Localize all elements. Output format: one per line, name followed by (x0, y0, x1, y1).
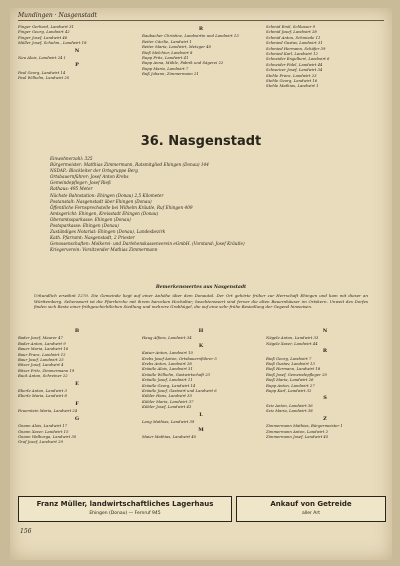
directory-entry: Rupp Anton, Landwirt 27 (266, 382, 315, 388)
directory-entry: Seiz Maria, Landwirt 38 (266, 408, 313, 414)
directory-entry: Kräutle Georg, Landwirt 14 (142, 382, 196, 388)
directory-entry: Kübler Maria, Landwirt 37 (142, 398, 194, 404)
directory-entry: Graf Josef, Landwirt 29 (18, 439, 63, 445)
directory-entry: Schmid Anton, Schmiede 11 (266, 34, 321, 40)
directory-entry: Maier Mathias, Landwirt 40 (142, 433, 197, 439)
ad-left-sub: Ehingen (Donau) — Fernruf 945 (89, 511, 161, 516)
directory-entry: Neu Alois, Landwirt 24 I (18, 55, 66, 61)
section-letter: E (75, 380, 79, 387)
directory-entry: Kräutle Wilhelm, Gastwirtschaft 23 (142, 371, 211, 377)
directory-entry: Rupp Fritz, Landwirt 41 (142, 55, 189, 61)
directory-entry: Schmied Karl, Landwirt 12 (266, 51, 318, 57)
section-letter: M (198, 426, 204, 433)
directory-entry: Kübler Josef, Landwirt 43 (142, 404, 192, 410)
section-letter: F (75, 400, 79, 407)
directory-entry: Paul Wilhelm, Landwirt 20 (18, 75, 70, 81)
directory-entry: Stehle Franz, Landwirt 23 (266, 72, 317, 78)
fact-line: Nächste Bahnstation: Ehingen (Donau) 2,5 Kilometer (50, 192, 164, 198)
fact-line: Zuständiges Notariat: Ehingen (Donau), Landesbezirk (50, 229, 166, 235)
directory-entry: Paul Georg, Landwirt 14 (18, 69, 66, 75)
directory-entry: Raubacher Christine, Landwirtin und Landwirt 13 (142, 33, 239, 39)
directory-entry: Stehle Georg, Landwirt 16 (266, 78, 318, 84)
directory-entry: Krebs Josef Anton, Ortsbauernführer 5 (142, 355, 217, 361)
bottom-column-3 (266, 326, 384, 496)
directory-entry: Gnann Xaver, Landwirt 15 (18, 428, 69, 434)
directory-entry: Stehle Mathias, Landwirt 1 (266, 83, 319, 89)
directory-entry: Finger Josef, Landwirt 46 (18, 34, 68, 40)
directory-entry: Schneider Engelbert, Landwirt 6 (266, 56, 330, 62)
directory-entry: Nägele Xaver, Landwirt 44 (266, 340, 318, 346)
directory-entry: Reiter Maria, Landwirt, Metzger 40 (142, 44, 212, 50)
ad-left-main: Franz Müller, landwirtschaftliches Lagerhaus (36, 500, 214, 508)
fact-line: Rathaus: 495 Meter (50, 186, 93, 192)
directory-entry: Kräutle Josef, Landwirt 11 (142, 377, 193, 383)
directory-entry: Müller Josef, Schuhm., Landwirt 18 (18, 40, 87, 46)
directory-entry: Haug Alfons, Landwirt 34 (142, 335, 192, 341)
section-letter: N (322, 328, 328, 334)
fact-line: NSDAP.: Blockleiter der Ortsgruppe Berg (50, 168, 138, 174)
section-letter: R (198, 26, 204, 32)
place-heading: 36. Nasgenstadt (140, 134, 262, 149)
section-letter: R (322, 348, 328, 355)
directory-entry: Krebs Anton, Landwirt 28 (142, 361, 192, 367)
bottom-directory-columns (18, 326, 384, 496)
directory-entry: Zimmermann Mathias, Bürgermeister 1 (266, 423, 343, 429)
directory-entry: Schweizer Josef, Landwirt 34 (266, 67, 323, 73)
directory-entry: Bitzer Josef, Landwirt 4 (18, 362, 64, 368)
directory-entry: Schmied Hermann, Schäfer 39 (266, 45, 326, 51)
directory-entry: Kräutle Alois, Landwirt 31 (142, 366, 193, 372)
directory-entry: Rieß Maria, Landwirt 26 (266, 377, 314, 383)
fact-line: Einwohnerzahl: 325 (50, 156, 93, 161)
directory-entry: Finger Georg, Landwirt 42 (18, 29, 70, 35)
directory-entry: Rupp Karl, Landwirt 32 (266, 388, 312, 394)
fact-line: Kriegerverein: Vorsitzender Mathias Zimmermann (50, 247, 158, 253)
advertisement-getreide (236, 496, 386, 522)
page-number: 156 (20, 528, 32, 535)
directory-entry: Ruß Johann, Zimmermann 21 (142, 71, 199, 77)
fact-line: Oberamtssparkasse: Ehingen (Donau) (50, 216, 131, 222)
directory-entry: Seiz Anton, Landwirt 36 (266, 402, 313, 408)
advertisement-lagerhaus (18, 496, 232, 522)
bottom-column-2 (142, 326, 260, 496)
section-letter: H (198, 328, 204, 334)
directory-entry: Eberle Maria, Landwirt 8 (18, 393, 67, 399)
top-directory-columns (18, 24, 384, 124)
notice-title: Bemerkenswertes aus Nasgenstadt (155, 285, 247, 290)
directory-entry: Eberle Anton, Landwirt 3 (18, 388, 67, 394)
directory-entry: Rieß Hermann, Landwirt 18 (266, 366, 321, 372)
section-letter: Z (323, 415, 327, 422)
directory-entry: Kübler Hans, Landwirt 35 (142, 393, 192, 399)
ad-right-sub: aller Art (302, 511, 320, 516)
section-letter: N (74, 47, 80, 54)
directory-entry: Gnann Walburga, Landwirt 30 (18, 433, 77, 439)
section-letter: G (74, 415, 80, 422)
section-letter: L (199, 411, 203, 418)
directory-entry: Schmid Josef, Landwirt 28 (266, 29, 317, 35)
directory-entry: Baur Josef, Landwirt 25 (18, 357, 64, 363)
directory-entry: Rieß Josef, Gemeindepfleger 20 (266, 371, 327, 377)
directory-entry: Bader Josef, Maurer 47 (18, 335, 63, 341)
directory-entry: Schmid Emil, Schlosser 9 (266, 24, 316, 29)
fact-line: Amtsgericht: Ehingen, Kreisstadt Ehingen (Donau) (50, 210, 159, 216)
document-page (10, 8, 392, 560)
directory-entry: Reiter Cäcilie, Landwirt 1 (142, 38, 192, 44)
directory-entry: Schneider Fidel, Landwirt 44 (266, 61, 323, 67)
ad-right-main: Ankauf von Getreide (270, 500, 352, 508)
directory-entry: Kräutle Josef, Gastwirt und Landwirt 6 (142, 388, 217, 394)
section-letter: B (74, 328, 80, 334)
top-column-2 (142, 24, 260, 124)
directory-entry: Bader Anton, Landwirt 9 (18, 340, 66, 346)
section-letter: S (323, 395, 327, 402)
section-letter: P (75, 62, 79, 69)
fact-line: Postanstalt: Nasgenstadt über Ehingen (Donau) (50, 198, 152, 204)
directory-entry: Schmied Gustav, Landwirt 31 (266, 40, 323, 46)
directory-entry: Zimmermann Josef, Landwirt 45 (266, 433, 329, 439)
directory-entry: Lang Mathias, Landwirt 39 (142, 419, 195, 425)
fact-line: Öffentliche Fernsprechstelle bei Wilhelm Kräutle, Ruf Ehingen 409 (50, 204, 193, 210)
top-column-3 (266, 24, 384, 124)
directory-entry: Gnann Alois, Landwirt 17 (18, 423, 68, 429)
directory-entry: Feuerstein Maria, Landwirt 24 (18, 408, 78, 414)
directory-entry: Baur Franz, Landwirt 12 (18, 351, 66, 357)
directory-entry: Buck Anton, Schreiner 22 (18, 373, 68, 379)
bottom-column-1 (18, 326, 136, 496)
section-letter: K (198, 342, 204, 349)
fact-line: Kath. Pfarramt: Nasgenstadt, 2 Priester (50, 235, 135, 241)
directory-entry: Rieß Gustav, Landwirt 13 (266, 361, 315, 367)
directory-entry: Rupp Maria, Landwirt 7 (142, 65, 189, 71)
fact-line: Bürgermeister: Matthias Zimmermann, Ratsmitglied Ehingen (Donau) 144 (50, 162, 209, 168)
directory-entry: Rieß Georg, Landwirt 7 (266, 355, 312, 361)
notice-text: Urkundlich erwähnt 1270. Die Gemeinde liegt auf einer Anhöhe über dem Donautal. Der Ort gehörte früher zur Herrschaft Ehingen und kam mit dieser an Württemberg. Sehenswert ist die Pfarrkirche mit ihrem barocken Hochaltar; beachtenswert sind ferner die alten Bauernhäuser im Ortskern. Unweit des Dorfes finden sich Reste einer frühgeschichtlichen Siedlung und mehrere Grabhügel, die auf eine sehr frühe Besiedlung der Gegend hinweisen. (34, 293, 368, 310)
place-facts (50, 156, 350, 254)
directory-entry: Bauer Maria, Landwirt 16 (18, 346, 69, 352)
running-head: Mundingen · Nasgenstadt (18, 12, 384, 21)
directory-entry: Bitzer Fritz, Zimmermann 19 (18, 367, 75, 373)
fact-line: Genossenschaften: Molkerei- und Darlehenskassenverein eGmbH. (Vorstand: Josef Kräutle) (50, 241, 245, 247)
directory-entry: Rieß Melchior, Landwirt 8 (142, 49, 193, 55)
directory-entry: Zimmermann Anton, Landwirt 2 (266, 428, 329, 434)
directory-entry: Rupp Anna, Mühle, Fabrik und Sägerei 22 (142, 60, 224, 66)
top-column-1 (18, 24, 136, 124)
directory-entry: Finger Gerhard, Landwirt 31 (18, 24, 74, 29)
fact-line: Ortsbauernführer: Josef Anton Krebs (50, 174, 129, 180)
directory-entry: Nägele Anton, Landwirt 33 (266, 335, 319, 341)
fact-line: Postsparkasse: Ehingen (Donau) (50, 223, 119, 229)
fact-line: Gemeindepfleger: Josef Rieß (50, 180, 111, 186)
directory-entry: Kaiser Anton, Landwirt 10 (142, 350, 193, 356)
